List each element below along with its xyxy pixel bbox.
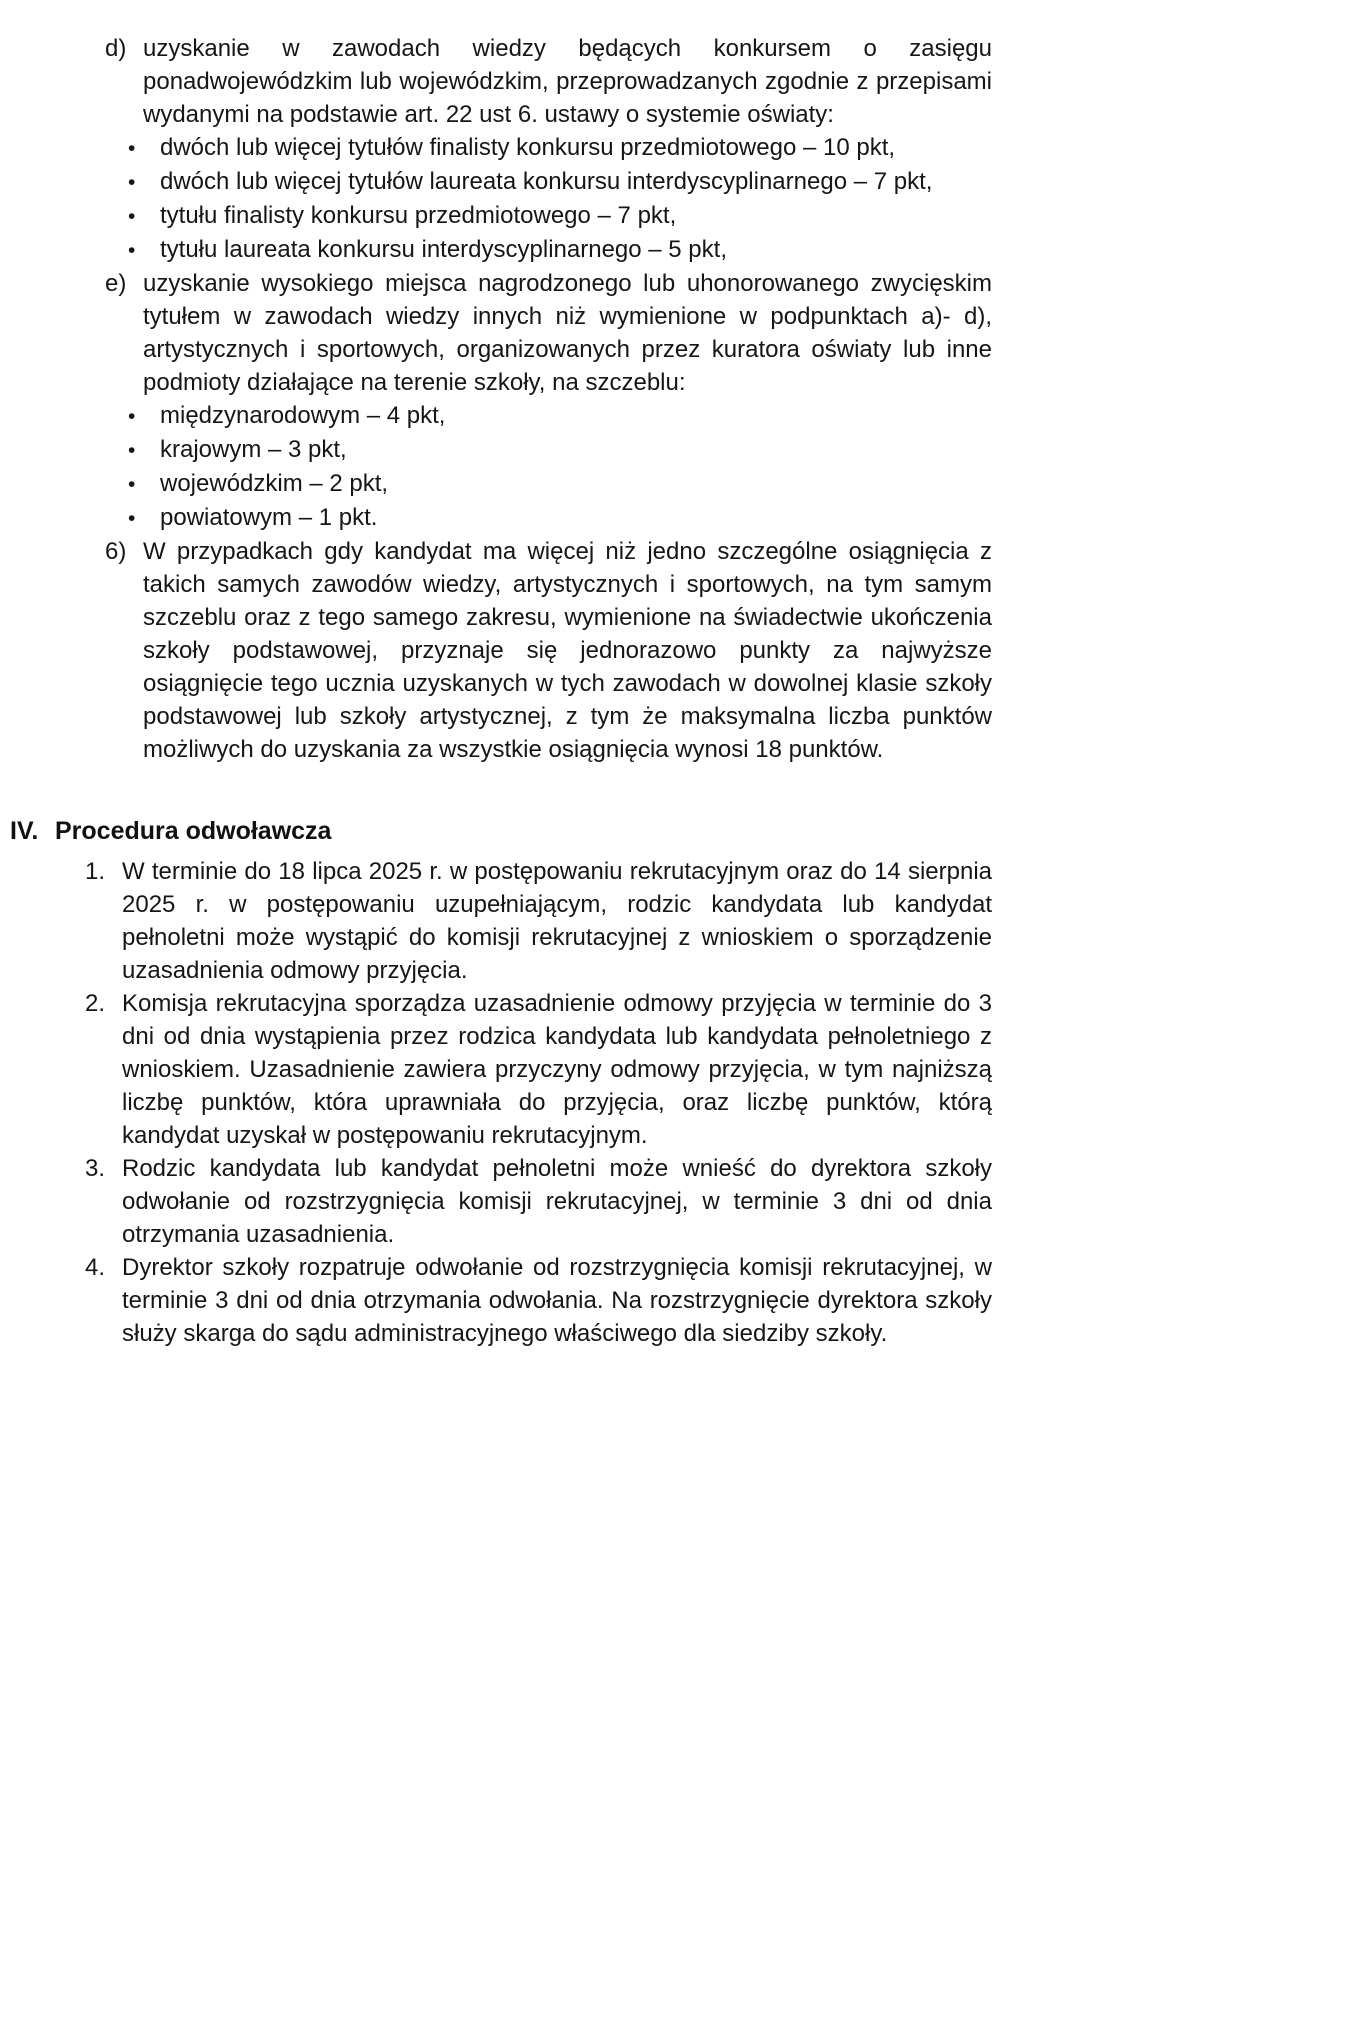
bullet-item [128,501,992,535]
bullet-item [128,165,992,199]
bullet-item-text: tytułu laureata konkursu interdyscyplinarnego – 5 pkt, [160,236,727,263]
bullet-item-text: powiatowym – 1 pkt. [160,504,378,531]
numbered-item-text: W terminie do 18 lipca 2025 r. w postępowaniu rekrutacyjnym oraz do 14 sierpnia 2025 r. w postępowaniu uzupełniającym, rodzic kandydata lub kandydat pełnoletni może wystąpić do komisji rekrutacyjnej z wnioskiem o sporządzenie uzasadnienia odmowy przyjęcia. [122,858,992,984]
section-title: Procedura odwoławcza [55,817,332,845]
bullet-item-text: tytułu finalisty konkursu przedmiotowego – 7 pkt, [160,202,677,229]
list-marker-6: 6) [105,538,127,565]
bullet-icon: • [128,205,136,228]
bullet-icon: • [128,171,136,194]
numbered-item-text: Komisja rekrutacyjna sporządza uzasadnienie odmowy przyjęcia w terminie do 3 dni od dnia wystąpienia przez rodzica kandydata lub kandydata pełnoletniego z wnioskiem. Uzasadnienie zawiera przyczyny odmowy przyjęcia, w tym najniższą liczbę punktów, która uprawniała do przyjęcia, oraz liczbę punktów, którą kandydat uzyskał w postępowaniu rekrutacyjnym. [122,990,992,1149]
numbered-item-marker: 3. [85,1155,106,1182]
bullet-icon: • [128,439,136,462]
section-heading [10,813,1354,849]
bullet-item [128,233,992,267]
list-marker-e: e) [105,270,127,297]
numbered-item-2 [85,987,992,1152]
numbered-item-4 [85,1251,992,1350]
numbered-item-1 [85,855,992,987]
list-marker-d: d) [105,35,127,62]
numbered-item-marker: 4. [85,1254,106,1281]
numbered-item-text: Rodzic kandydata lub kandydat pełnoletni może wnieść do dyrektora szkoły odwołanie od rozstrzygnięcia komisji rekrutacyjnej, w terminie 3 dni od dnia otrzymania uzasadnienia. [122,1155,992,1248]
list-item-e-text: uzyskanie wysokiego miejsca nagrodzonego lub uhonorowanego zwycięskim tytułem w zawodach wiedzy innych niż wymienione w podpunktach a)- d), artystycznych i sportowych, organizowanych przez kuratora oświaty lub inne podmioty działające na terenie szkoły, na szczeblu: [143,270,992,396]
list-item-d [105,32,992,131]
bullet-item-text: międzynarodowym – 4 pkt, [160,402,446,429]
numbered-item-marker: 2. [85,990,106,1017]
list-item-6 [105,535,992,766]
bullet-item-text: dwóch lub więcej tytułów laureata konkursu interdyscyplinarnego – 7 pkt, [160,168,933,195]
bullet-icon: • [128,473,136,496]
bullet-item [128,199,992,233]
bullet-icon: • [128,507,136,530]
numbered-item-text: Dyrektor szkoły rozpatruje odwołanie od rozstrzygnięcia komisji rekrutacyjnej, w terminie 3 dni od dnia otrzymania odwołania. Na rozstrzygnięcie dyrektora szkoły służy skarga do sądu administracyjnego właściwego dla siedziby szkoły. [122,1254,992,1347]
bullet-item [128,131,992,165]
bullet-item [128,467,992,501]
bullet-item-text: wojewódzkim – 2 pkt, [160,470,389,497]
section-number: IV. [10,817,39,845]
bullet-icon: • [128,137,136,160]
list-item-e [105,267,992,399]
numbered-item-marker: 1. [85,858,106,885]
bullet-item [128,399,992,433]
bullet-icon: • [128,239,136,262]
bullet-item-text: dwóch lub więcej tytułów finalisty konkursu przedmiotowego – 10 pkt, [160,134,896,161]
bullet-item-text: krajowym – 3 pkt, [160,436,347,463]
list-item-d-text: uzyskanie w zawodach wiedzy będących konkursem o zasięgu ponadwojewódzkim lub wojewódzkim, przeprowadzanych zgodnie z przepisami wydanymi na podstawie art. 22 ust 6. ustawy o systemie oświaty: [143,35,992,128]
bullet-icon: • [128,405,136,428]
numbered-item-3 [85,1152,992,1251]
bullet-item [128,433,992,467]
list-item-6-text: W przypadkach gdy kandydat ma więcej niż jedno szczególne osiągnięcia z takich samych zawodów wiedzy, artystycznych i sportowych, na tym samym szczeblu oraz z tego samego zakresu, wymienione na świadectwie ukończenia szkoły podstawowej, przyznaje się jednorazowo punkty za najwyższe osiągnięcie tego ucznia uzyskanych w tych zawodach w dowolnej klasie szkoły podstawowej lub szkoły artystycznej, z tym że maksymalna liczba punktów możliwych do uzyskania za wszystkie osiągnięcia wynosi 18 punktów. [143,538,992,763]
